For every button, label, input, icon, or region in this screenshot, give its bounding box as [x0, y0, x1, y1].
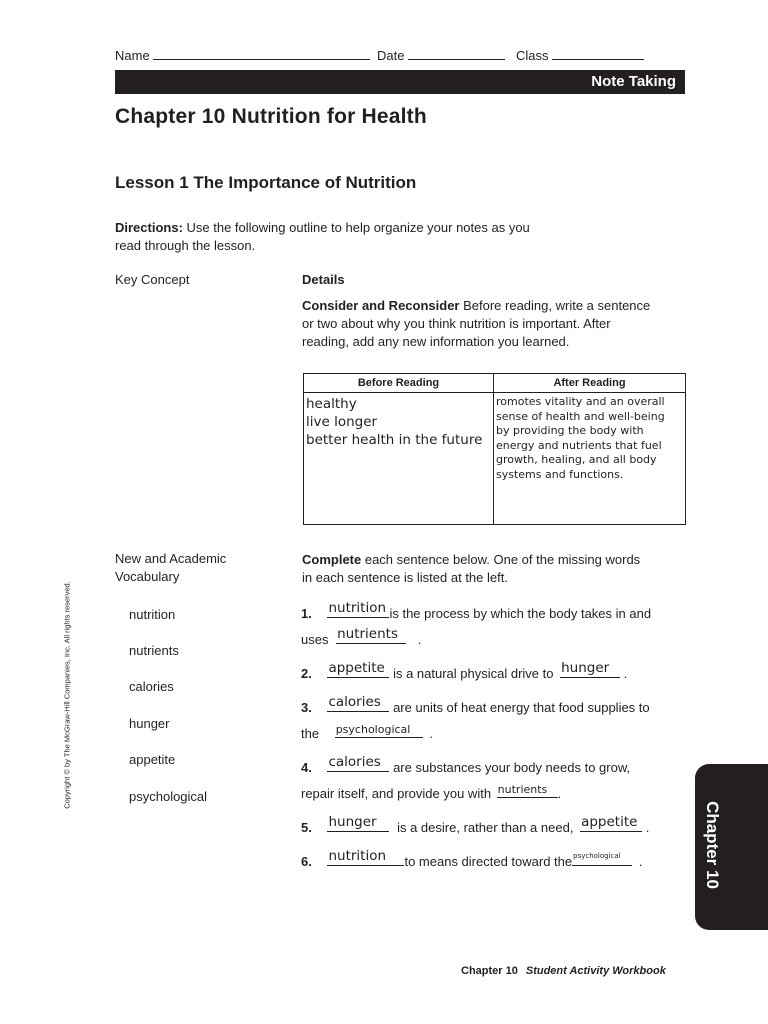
details-heading: Details	[302, 272, 345, 287]
question-text: is a natural physical drive to	[389, 666, 554, 681]
answer-blank[interactable]	[327, 814, 389, 832]
period: .	[417, 632, 422, 647]
chapter-side-tab-label: Chapter 10	[703, 801, 722, 889]
after-line: growth, healing, and all body	[496, 453, 657, 466]
lesson-title: Lesson 1 The Importance of Nutrition	[115, 173, 417, 192]
class-label: Class	[516, 48, 549, 63]
answer-blank[interactable]	[327, 600, 389, 618]
period: .	[429, 726, 433, 741]
class-line[interactable]	[552, 45, 644, 60]
copyright-notice: Copyright © by The McGraw-Hill Companies, Inc. All rights reserved.	[62, 581, 72, 809]
question-text: are substances your body needs to grow,	[389, 760, 631, 775]
directions	[115, 219, 530, 255]
question-3-line-2	[301, 723, 433, 741]
question-5	[301, 814, 650, 835]
answer-text: nutrition	[328, 600, 387, 616]
answer-blank[interactable]	[497, 783, 558, 798]
answer-text: hunger	[561, 660, 610, 676]
before-line: healthy	[306, 396, 357, 412]
question-number: 2.	[301, 666, 312, 681]
after-line: energy and nutrients that fuel	[496, 438, 662, 452]
class-field	[516, 45, 644, 63]
answer-blank[interactable]	[327, 848, 404, 866]
after-reading-header: After Reading	[494, 374, 686, 393]
answer-text: appetite	[581, 814, 638, 830]
vocabulary-heading-line-2: Vocabulary	[115, 569, 180, 584]
answer-blank[interactable]	[580, 814, 642, 832]
complete-label: Complete	[302, 552, 362, 567]
question-4	[301, 754, 631, 775]
question-1-line-2	[301, 626, 422, 647]
after-line: systems and functions.	[496, 467, 624, 481]
question-number: 6.	[301, 854, 312, 869]
directions-text-2: read through the lesson.	[115, 238, 256, 253]
consider-label: Consider and Reconsider	[302, 298, 460, 313]
footer-book-title: Student Activity Workbook	[525, 965, 666, 977]
complete-text: each sentence below. One of the missing words	[361, 552, 641, 567]
name-field	[115, 45, 370, 63]
consider-text: Before reading, write a sentence	[459, 298, 651, 313]
question-text: is a desire, rather than a need,	[397, 820, 574, 835]
answer-text: psychological	[573, 852, 621, 860]
answer-text: nutrition	[328, 848, 387, 864]
date-line[interactable]	[408, 45, 505, 60]
complete-instructions	[302, 551, 640, 587]
complete-line-2: in each sentence is listed at the left.	[302, 570, 508, 585]
directions-text: Use the following outline to help organize your notes as you	[182, 220, 530, 235]
vocab-term: nutrients	[129, 643, 179, 658]
answer-blank[interactable]	[327, 694, 389, 712]
vocab-term: nutrition	[129, 607, 176, 622]
question-number: 3.	[301, 700, 312, 715]
after-line: sense of health and well-being	[496, 409, 665, 423]
period: .	[638, 854, 643, 869]
answer-blank[interactable]	[560, 660, 620, 678]
name-line[interactable]	[153, 45, 370, 60]
answer-text: psychological	[335, 723, 411, 736]
question-2	[301, 660, 628, 681]
question-1	[301, 600, 652, 621]
date-field	[377, 45, 505, 63]
consider-line-2: or two about why you think nutrition is important. After	[302, 316, 611, 331]
answer-text: nutrients	[497, 783, 548, 796]
question-text: to means directed toward the	[404, 854, 573, 869]
consider-line-3: reading, add any new information you learned.	[302, 334, 570, 349]
vocabulary-heading	[115, 550, 226, 586]
key-concept-heading: Key Concept	[115, 272, 190, 287]
question-number: 4.	[301, 760, 312, 775]
consider-reconsider	[302, 297, 650, 351]
question-6	[301, 848, 643, 869]
before-reading-cell[interactable]	[304, 393, 494, 525]
question-number: 5.	[301, 820, 312, 835]
footer-chapter: Chapter 10	[461, 965, 518, 977]
question-text: is the process by which the body takes in and	[389, 606, 652, 621]
after-line: romotes vitality and an overall	[496, 395, 665, 408]
answer-blank[interactable]	[335, 723, 423, 738]
answer-blank[interactable]	[572, 851, 632, 866]
reading-notes-table	[303, 373, 686, 525]
after-line: by providing the body with	[496, 424, 644, 437]
answer-blank[interactable]	[327, 754, 389, 772]
question-number: 1.	[301, 606, 312, 621]
question-text: the	[301, 726, 320, 741]
answer-blank[interactable]	[336, 626, 406, 644]
vocab-term: psychological	[129, 789, 208, 804]
before-reading-header: Before Reading	[304, 374, 494, 393]
vocab-term: hunger	[129, 716, 170, 731]
question-3	[301, 694, 650, 715]
before-line: live longer	[306, 414, 378, 430]
answer-text: hunger	[328, 814, 377, 830]
answer-text: nutrients	[337, 626, 398, 642]
answer-text: calories	[328, 754, 381, 770]
vocabulary-heading-line-1: New and Academic	[115, 551, 227, 566]
question-text: are units of heat energy that food supplies to	[389, 700, 650, 715]
after-reading-cell[interactable]	[494, 393, 686, 525]
period: .	[557, 786, 562, 801]
period: .	[623, 666, 628, 681]
date-label: Date	[377, 48, 405, 63]
answer-text: appetite	[328, 660, 385, 676]
note-taking-banner: Note Taking	[115, 70, 685, 94]
answer-blank[interactable]	[327, 660, 389, 678]
period: .	[645, 820, 650, 835]
question-text: repair itself, and provide you with	[301, 786, 492, 801]
vocab-term: appetite	[129, 752, 176, 767]
chapter-title: Chapter 10 Nutrition for Health	[115, 105, 427, 128]
before-line: better health in the future	[306, 432, 483, 448]
footer	[461, 965, 666, 977]
question-4-line-2	[301, 783, 561, 801]
name-label: Name	[115, 48, 150, 63]
answer-text: calories	[328, 694, 381, 710]
vocab-term: calories	[129, 679, 174, 694]
question-text: uses	[301, 632, 329, 647]
directions-label: Directions:	[115, 220, 183, 235]
